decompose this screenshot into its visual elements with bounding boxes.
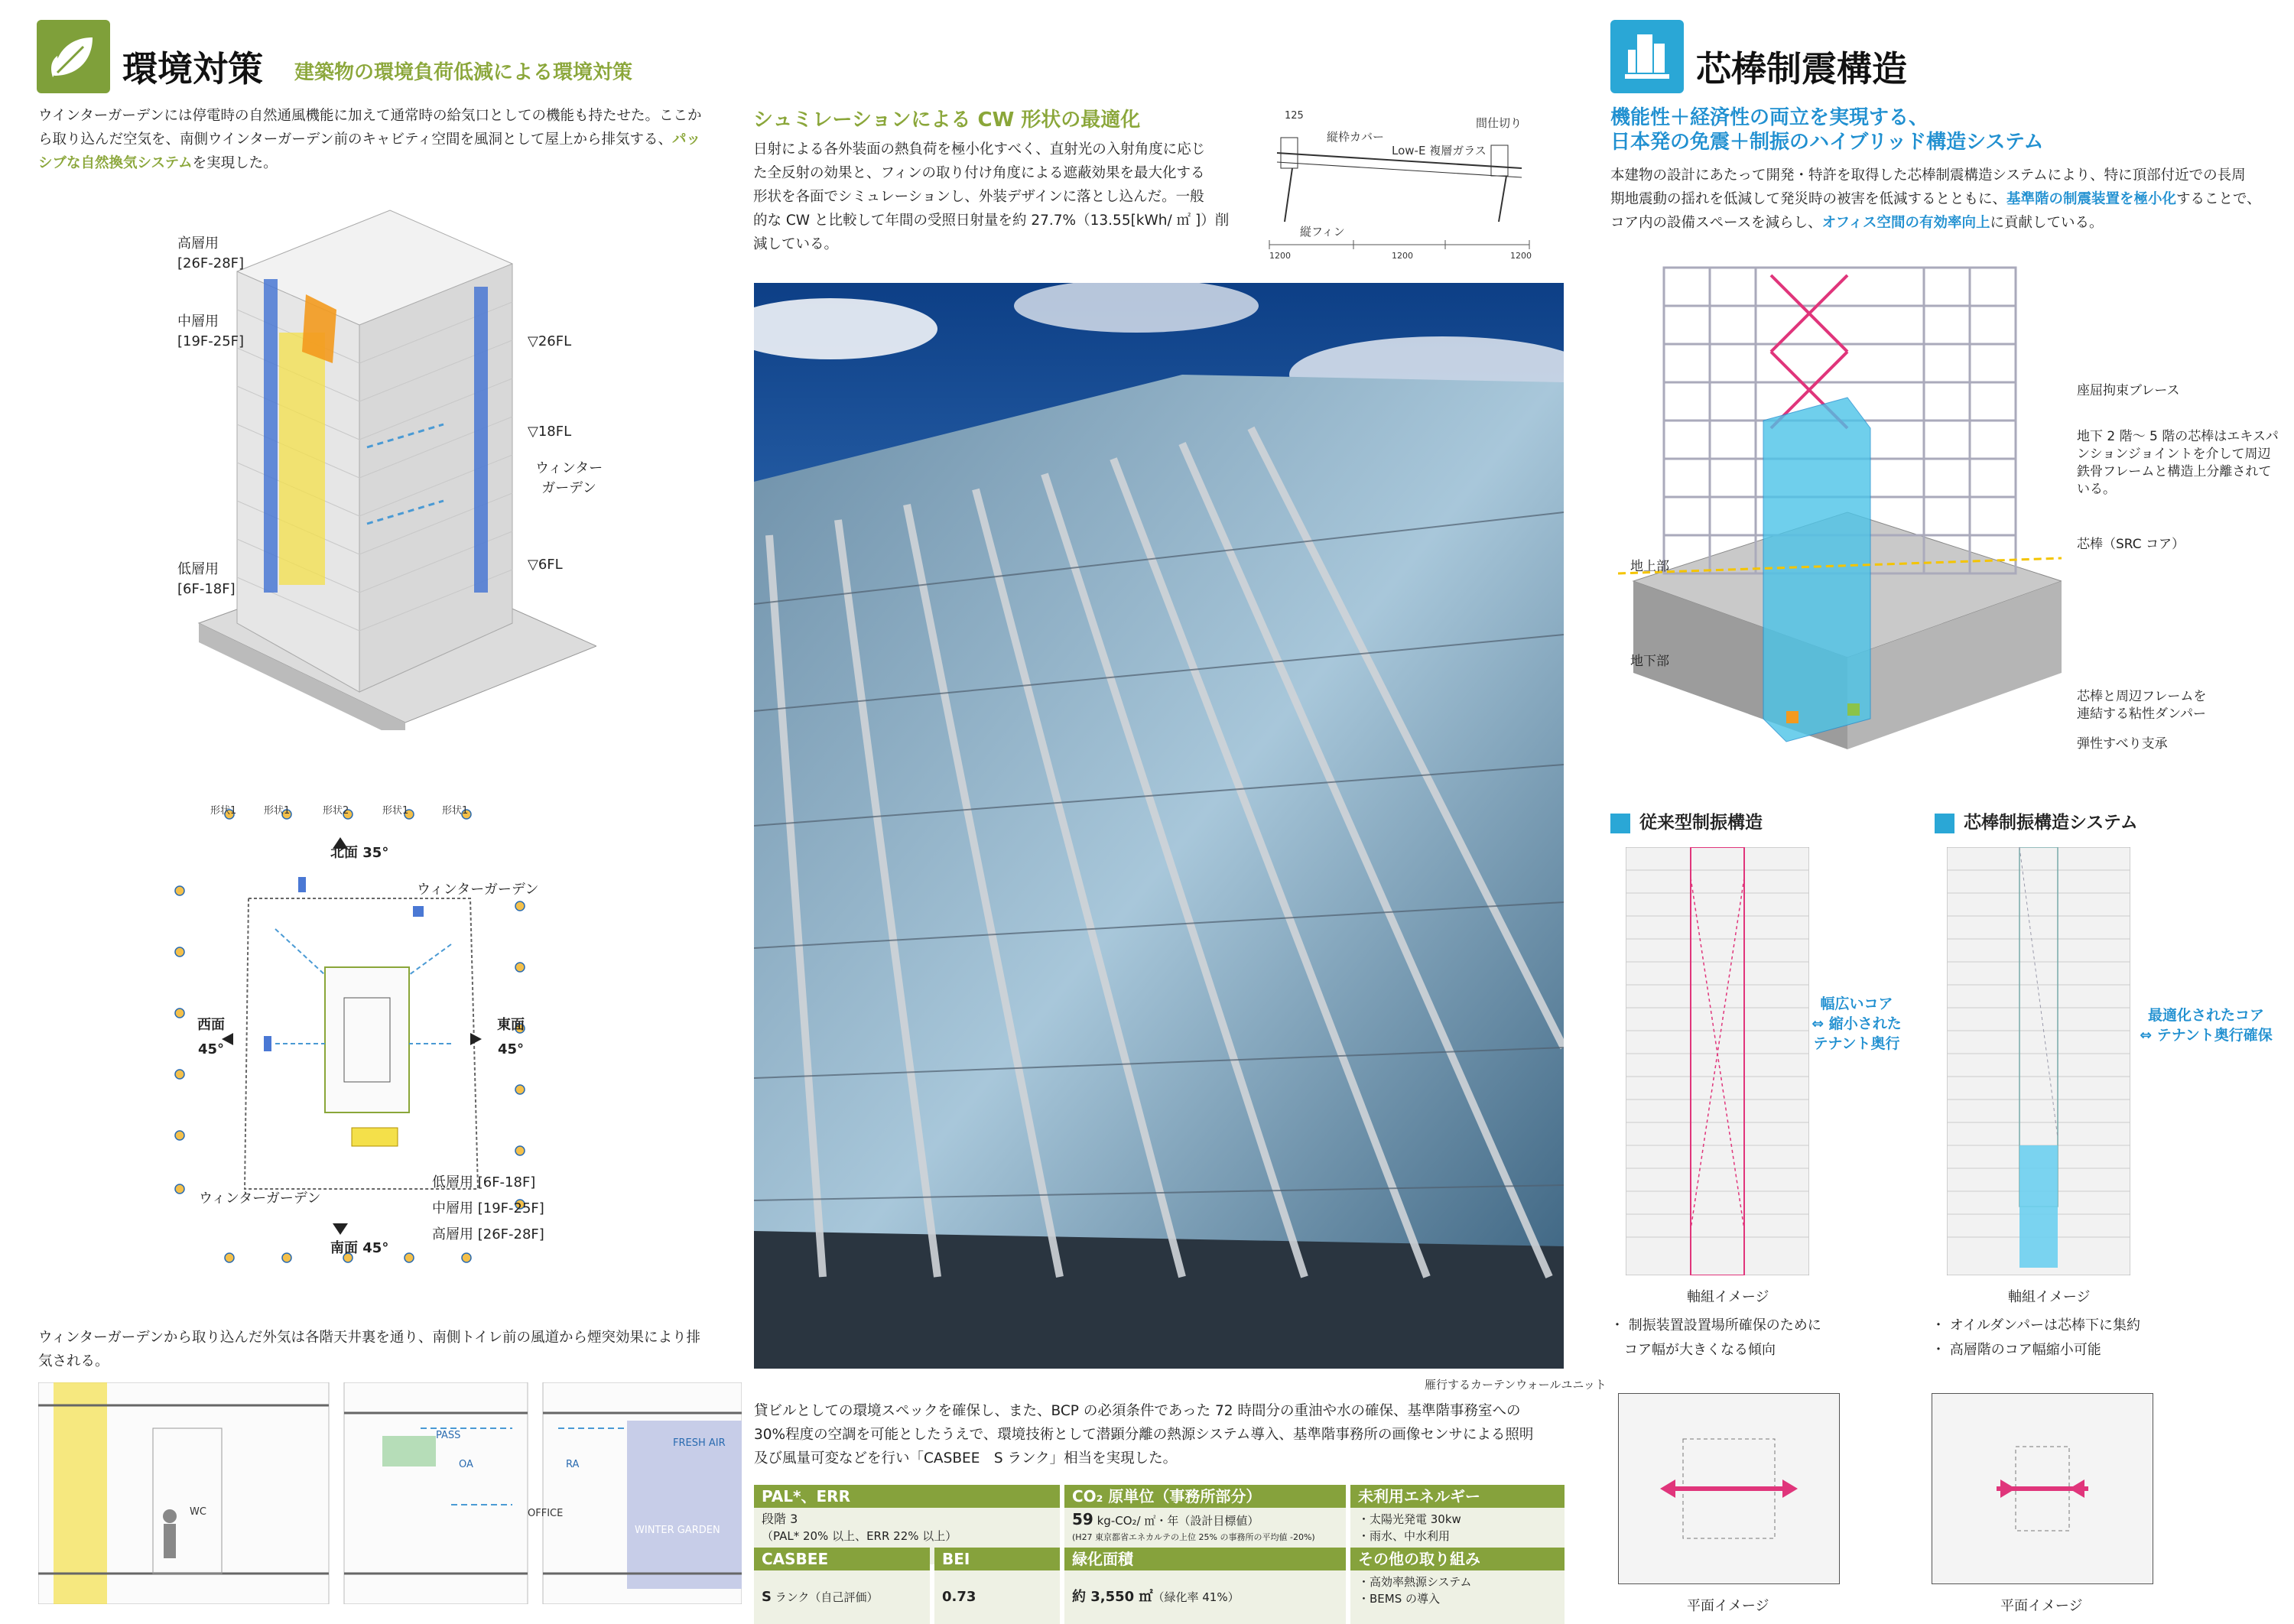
below-ground-label: 地下部 [1630,654,1669,669]
environment-title: 環境対策 [122,48,263,89]
winter-garden-label: ウィンター ガーデン [535,460,603,496]
curtain-wall-photo [754,283,1564,1369]
core-structure-title: 芯棒制震構造 [1696,48,1907,89]
shape-label: 形状1 [442,805,469,817]
mid-use-label: 中層用 [19F-25F] [177,313,245,349]
simulation-title: シュミレーションによる CW 形状の最適化 [753,109,1141,132]
above-ground-label: 地上部 [1630,559,1669,574]
core-system-bullets: ・ オイルダンパーは芯棒下に集約 ・ 高層階のコア幅縮小可能 [1932,1317,2141,1358]
environment-intro: ウインターガーデンには停電時の自然通風機能に加えて通常時の給気口としての機能も持たせた。ここか ら取り込んだ空気を、南側ウインターガーデン前のキャビティ空間を風洞として屋上から排気する、パッ シブな自然換気システムを実現した。 [38,108,702,171]
src-core-label: 芯棒（SRC コア） [2077,537,2185,552]
north-face-label: 北面 35° [330,845,389,861]
winter-garden-top-label: ウィンターガーデン [417,882,539,898]
shape-label: 形状2 [323,805,349,817]
square-bullet-icon [1935,814,1954,833]
environment-subtitle: 建築物の環境負荷低減による環境対策 [294,61,633,84]
dim-1200-label: 1200 [1510,251,1532,261]
east-face-label: 東面 45° [497,1017,525,1057]
floor-18-label: ▽18FL [528,424,572,440]
pal-err-cell: PAL*、ERR 段階 3 （PAL* 20% 以上、ERR 22% 以上） [754,1485,1060,1564]
wc-label: WC [190,1506,206,1518]
dim-1200-label: 1200 [1392,251,1413,261]
frame-image-caption: 軸組イメージ [1687,1289,1769,1305]
fin-label: 縦フィン [1300,225,1345,239]
bei-cell: BEI 0.73 [934,1548,1060,1624]
core-structure-text: 本建物の設計にあたって開発・特許を取得した芯棒制震構造システムにより、特に頂部付近での長周 期地震動の揺れを低減して発災時の被害を低減するとともに、基準階の制震装置を極小化することで、 コア内の設備スペースを減らし、オフィス空間の有効率向上に貢献している。 [1610,167,2261,231]
brace-label: 座屈拘束ブレース [2077,383,2180,398]
environment-spec-text: 貸ビルとしての環境スペックを確保し、また、BCP の必須条件であった 72 時間分の重油や水の確保、基準階事務室への 30%程度の空調を可能としたうえで、環境技術として潜顕分離の熱源システム導入、基準階事務所の画像センサによる照明 及び風量可変などを行い「CASBEE S ランク」相当を実現した。 [754,1403,1534,1466]
low-use-label: 低層用 [6F-18F] [177,561,236,597]
shape-label: 形状1 [382,805,409,817]
core-structure-diagram [1618,260,2062,749]
dim-1200-label: 1200 [1269,251,1291,261]
expansion-joint-label: 地下 2 階～ 5 階の芯棒はエキスパ ンションジョイントを介して周辺 鉄骨フレームと構造上分離されて いる。 [2077,429,2279,497]
core-system-plan-image [1932,1393,2153,1584]
dim-125-label: 125 [1285,110,1304,122]
office-label: OFFICE [528,1508,564,1519]
green-area-cell: 緑化面積 約 3,550 ㎡（緑化率 41%） [1064,1548,1346,1624]
shape-label: 形状1 [264,805,291,817]
low-use-plan-label: 低層用 [6F-18F] [432,1174,536,1190]
plan-image-caption: 平面イメージ [2000,1598,2083,1614]
casbee-cell: CASBEE S ランク（自己評価） [754,1548,930,1624]
sliding-bearing-label: 弾性すべり支承 [2077,736,2168,752]
mid-use-plan-label: 中層用 [19F-25F] [432,1200,544,1216]
square-bullet-icon [1610,814,1630,833]
core-system-note: 最適化されたコア ⇔ テナント奥行確保 [2140,1007,2273,1044]
floor-26-label: ▽26FL [528,333,572,349]
core-system-frame-elevation [1947,847,2130,1275]
conventional-structure-title: 従来型制振構造 [1610,808,1763,833]
floor-plan-diagram [161,791,619,1281]
building-icon [1610,20,1684,93]
winter-garden-section-label: WINTER GARDEN [635,1525,720,1536]
core-structure-subtitle: 機能性＋経済性の両立を実現する、 日本発の免震＋制振のハイブリッド構造システム [1610,106,2044,154]
ra-label: RA [566,1459,580,1470]
pass-label: PASS [436,1430,461,1441]
airflow-text: ウィンターガーデンから取り込んだ外気は各階天井裏を通り、南側トイレ前の風道から煙突効果により排 気される。 [38,1330,700,1369]
photo-caption: 雁行するカーテンウォールユニット [1425,1378,1607,1392]
co2-cell: CO₂ 原単位（事務所部分） 59 kg-CO₂/ ㎡・年（設計目標値） (H27 東京都省エネカルテの上位 25% の事務所の平均値 -20%) [1064,1485,1346,1564]
fresh-air-label: FRESH AIR [673,1437,726,1449]
leaf-icon [37,20,110,93]
unused-energy-cell: 未利用エネルギー ・太陽光発電 30kw ・雨水、中水利用 [1350,1485,1565,1564]
high-use-plan-label: 高層用 [26F-28F] [432,1226,544,1242]
frame-cover-label: 縦枠カバー [1327,130,1385,144]
conventional-frame-elevation [1626,847,1809,1275]
section-diagrams [38,1382,742,1604]
west-face-label: 西面 45° [197,1017,225,1057]
frame-image-caption: 軸組イメージ [2008,1289,2091,1305]
lowe-glass-label: Low-E 複層ガラス [1392,144,1487,158]
floor-6-label: ▽6FL [528,557,563,573]
core-system-title: 芯棒制振構造システム [1935,808,2138,833]
viscous-damper-label: 芯棒と周辺フレームを 連結する粘性ダンパー [2077,689,2207,722]
simulation-text: 日射による各外装面の熱負荷を極小化すべく、直射光の入射角度に応じ た全反射の効果と、フィンの取り付け角度による遮蔽効果を最大化する 形状を各面でシミュレーションし、外装デザインに落とし込んだ。一般 的な CW と比較して年間の受照日射量を約 27.7%（13.55[kWh/ ㎡ ]）削 減している。 [753,141,1230,252]
oa-label: OA [459,1459,473,1470]
conventional-plan-image [1618,1393,1840,1584]
partition-label: 間仕切り [1476,116,1522,130]
winter-garden-bottom-label: ウィンターガーデン [199,1190,321,1207]
other-efforts-cell: その他の取り組み ・高効率熱源システム ・BEMS の導入 [1350,1548,1565,1624]
plan-image-caption: 平面イメージ [1687,1598,1769,1614]
conventional-bullets: ・ 制振装置設置場所確保のために コア幅が大きくなる傾向 [1610,1317,1821,1358]
conventional-core-note: 幅広いコア ⇔ 縮小された テナント奥行 [1811,996,1902,1052]
shape-label: 形状1 [210,805,237,817]
high-use-label: 高層用 [26F-28F] [177,235,245,271]
south-face-label: 南面 45° [330,1240,389,1256]
